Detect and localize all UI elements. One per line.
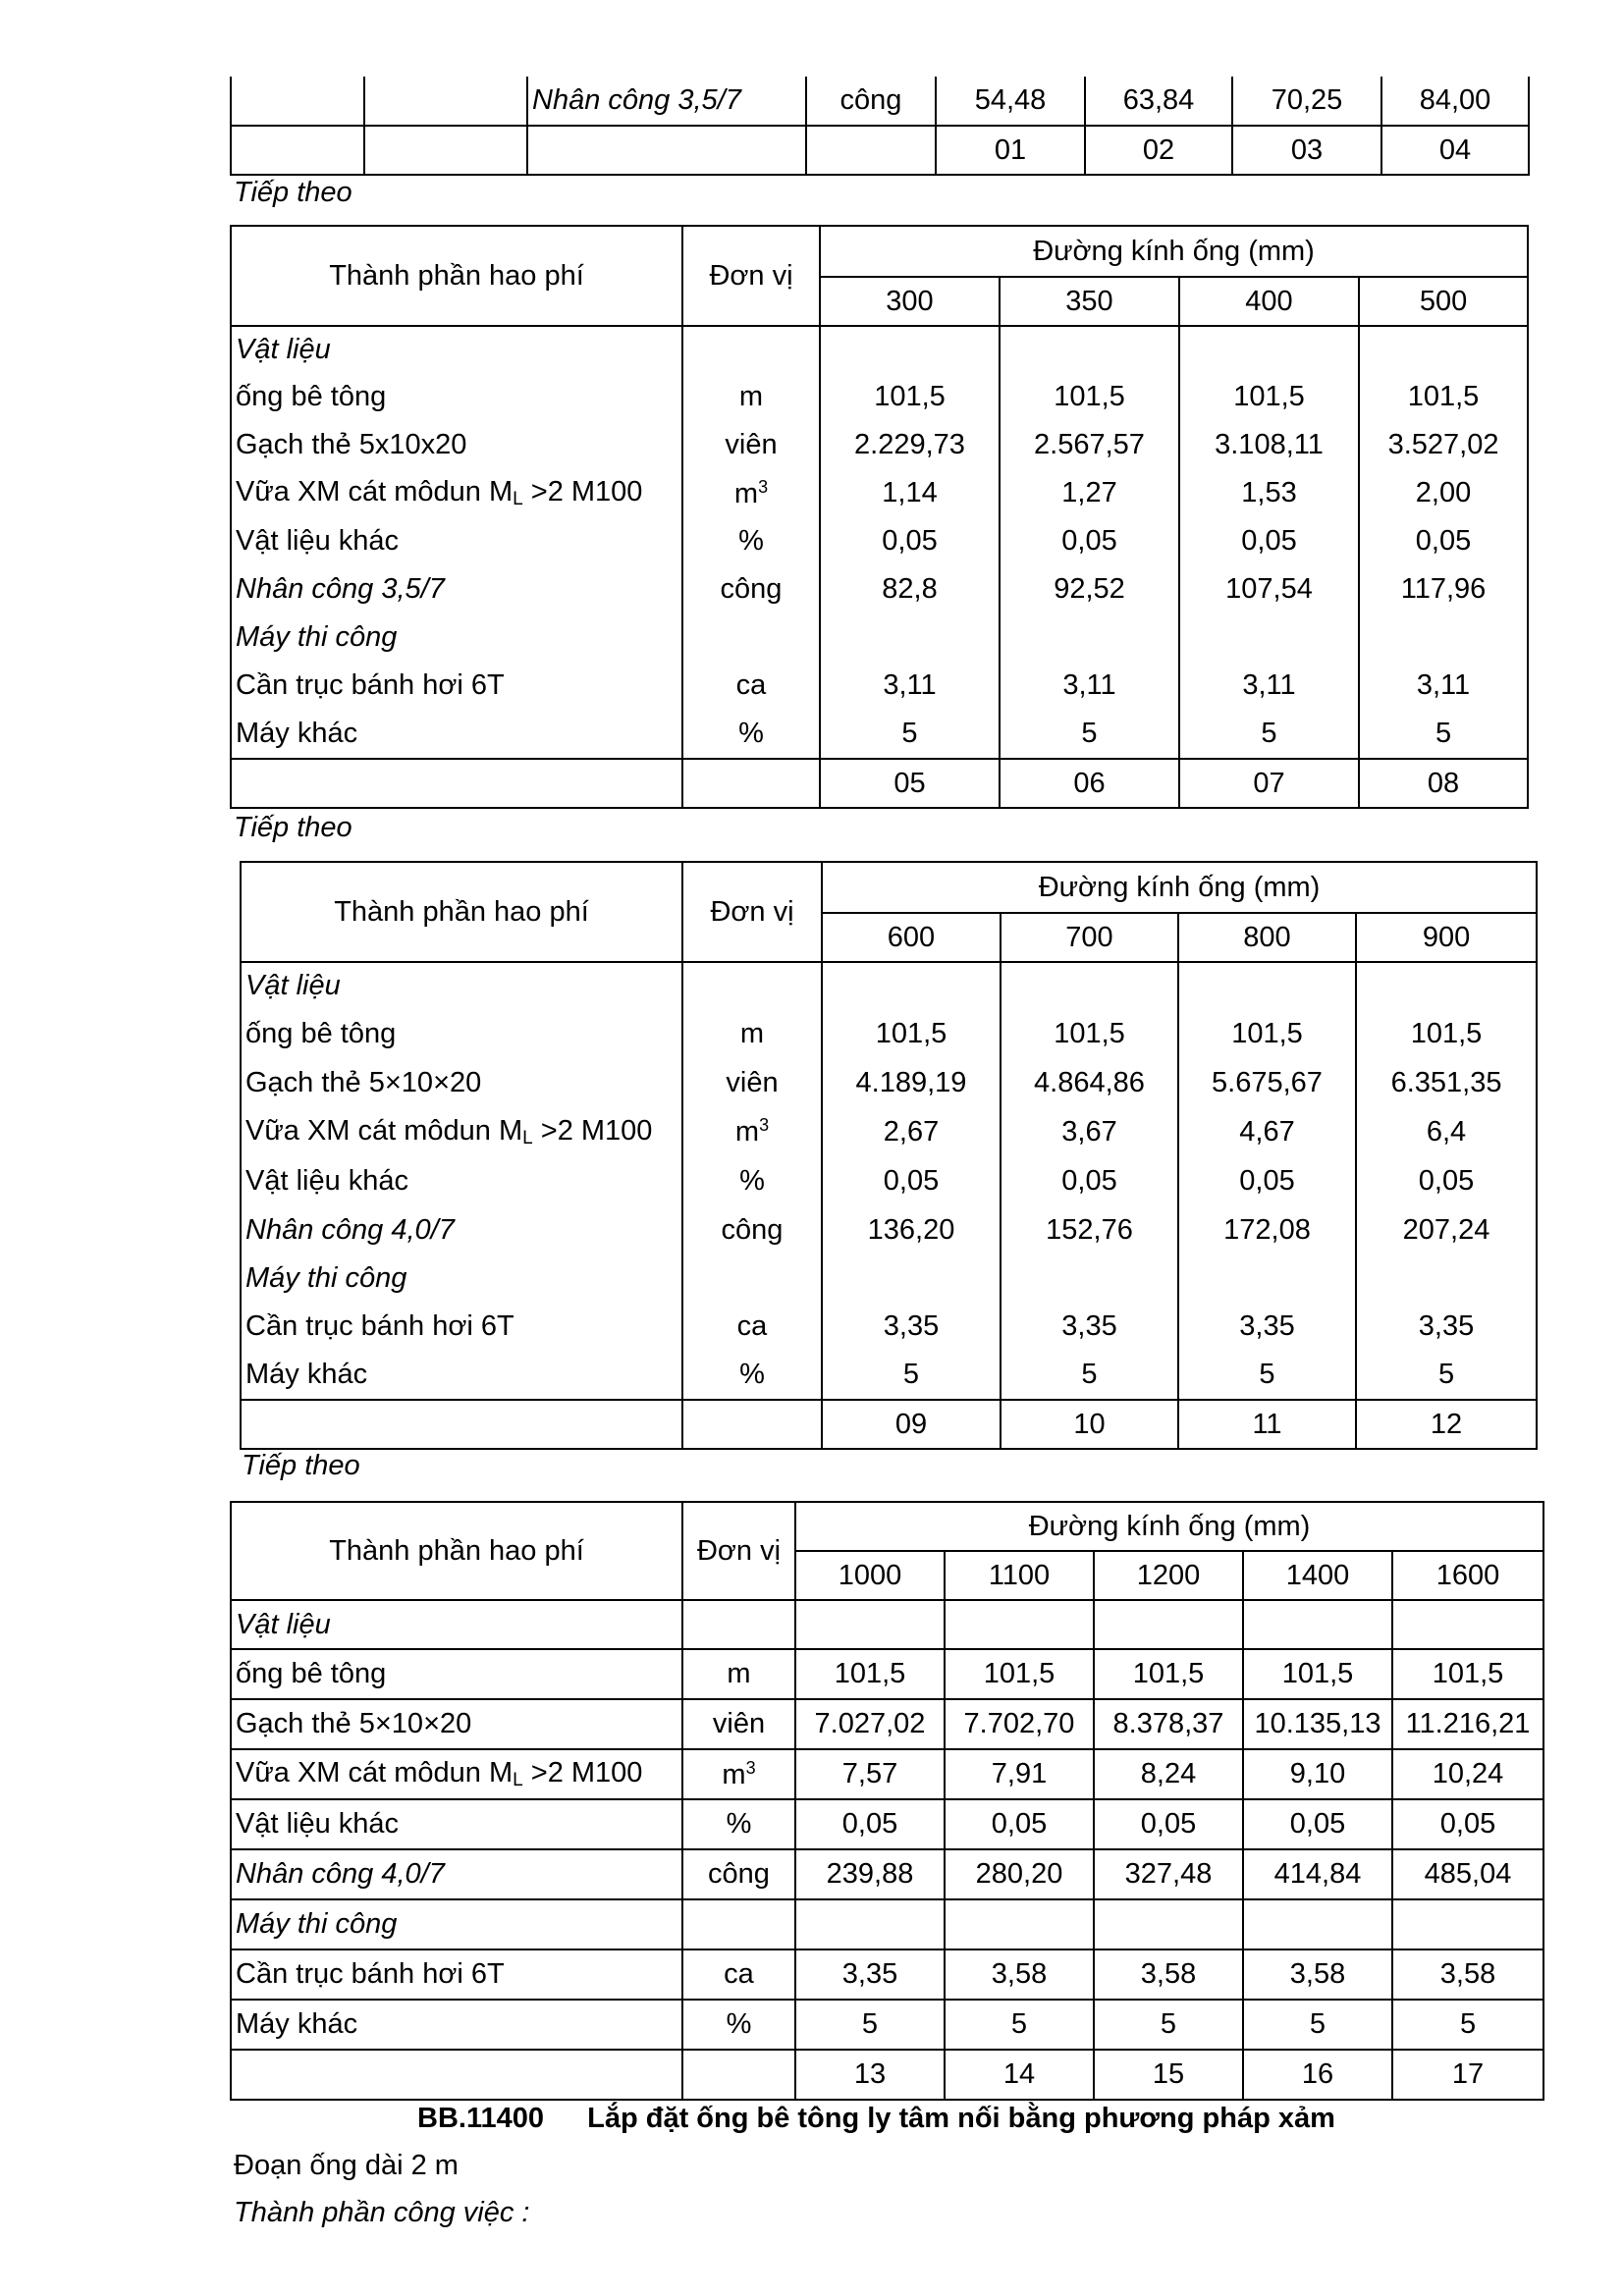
norm-code: 01 bbox=[936, 126, 1085, 175]
cell-value: 5 bbox=[795, 2000, 945, 2050]
row-unit: m bbox=[682, 1649, 795, 1699]
table-row bbox=[231, 662, 1528, 710]
norm-table-1 bbox=[230, 225, 1529, 809]
cell-value: 101,5 bbox=[945, 1649, 1094, 1699]
row-unit: ca bbox=[682, 662, 820, 710]
cell-value: 0,05 bbox=[1094, 1799, 1243, 1849]
cell-value: 0,05 bbox=[1359, 517, 1528, 565]
unit-header: Đơn vị bbox=[682, 862, 822, 962]
cell-value: 0,05 bbox=[1178, 1156, 1356, 1205]
table-row bbox=[241, 1351, 1537, 1400]
cell-value: 136,20 bbox=[822, 1205, 1001, 1255]
row-unit: viên bbox=[682, 1699, 795, 1749]
table-row bbox=[241, 1255, 1537, 1303]
row-label: Máy thi công bbox=[241, 1255, 682, 1303]
component-header: Thành phần hao phí bbox=[241, 862, 682, 962]
norm-code: 09 bbox=[822, 1400, 1001, 1449]
row-label: Vật liệu bbox=[241, 962, 682, 1009]
cell-value: 3,11 bbox=[1000, 662, 1179, 710]
row-label: Máy khác bbox=[241, 1351, 682, 1400]
cell-value: 11.216,21 bbox=[1392, 1699, 1543, 1749]
cell-value: 2,00 bbox=[1359, 469, 1528, 517]
norm-code: 04 bbox=[1381, 126, 1529, 175]
labor-unit: công bbox=[806, 77, 936, 126]
cell-value: 152,76 bbox=[1001, 1205, 1178, 1255]
table-row bbox=[231, 326, 1528, 373]
cell-value: 8,24 bbox=[1094, 1749, 1243, 1799]
cell-value: 3,35 bbox=[1001, 1303, 1178, 1351]
row-unit: % bbox=[682, 710, 820, 759]
row-unit: % bbox=[682, 2000, 795, 2050]
table-row bbox=[231, 614, 1528, 662]
cell-value: 3,67 bbox=[1001, 1107, 1178, 1156]
row-label: Nhân công 4,0/7 bbox=[231, 1849, 682, 1899]
norm-code: 12 bbox=[1356, 1400, 1537, 1449]
table-row bbox=[231, 2000, 1543, 2050]
cell-value: 101,5 bbox=[1001, 1009, 1178, 1058]
norm-code: 02 bbox=[1085, 126, 1232, 175]
table-row bbox=[231, 1799, 1543, 1849]
top-fragment-table bbox=[230, 77, 1530, 176]
cell-value: 5 bbox=[822, 1351, 1001, 1400]
cell-value: 101,5 bbox=[1179, 373, 1359, 421]
norm-code: 05 bbox=[820, 759, 1000, 808]
cell-value: 101,5 bbox=[1359, 373, 1528, 421]
cell-value: 5 bbox=[1178, 1351, 1356, 1400]
norm-code: 07 bbox=[1179, 759, 1359, 808]
row-unit: % bbox=[682, 1156, 822, 1205]
row-unit: % bbox=[682, 517, 820, 565]
cell-value: 5 bbox=[1392, 2000, 1543, 2050]
row-label: Cần trục bánh hơi 6T bbox=[241, 1303, 682, 1351]
norm-code: 06 bbox=[1000, 759, 1179, 808]
row-label: Gạch thẻ 5×10×20 bbox=[241, 1058, 682, 1107]
cell-value: 7,91 bbox=[945, 1749, 1094, 1799]
cell-value: 0,05 bbox=[1243, 1799, 1392, 1849]
norm-code: 11 bbox=[1178, 1400, 1356, 1449]
table-row bbox=[241, 1107, 1537, 1156]
table-row bbox=[241, 1205, 1537, 1255]
cell-value: 0,05 bbox=[1392, 1799, 1543, 1849]
cell-value: 207,24 bbox=[1356, 1205, 1537, 1255]
row-label: Máy thi công bbox=[231, 1899, 682, 1949]
row-label: Nhân công 4,0/7 bbox=[241, 1205, 682, 1255]
diameter-value: 1000 bbox=[795, 1551, 945, 1600]
diameter-header: Đường kính ống (mm) bbox=[795, 1502, 1543, 1551]
labor-value: 70,25 bbox=[1232, 77, 1381, 126]
diameter-value: 500 bbox=[1359, 277, 1528, 326]
diameter-value: 700 bbox=[1001, 913, 1178, 962]
cell-value: 3.108,11 bbox=[1179, 421, 1359, 469]
row-label: Vữa XM cát môdun $M_L >2$ M100 bbox=[231, 469, 682, 517]
diameter-value: 900 bbox=[1356, 913, 1537, 962]
cell-value: 2.229,73 bbox=[820, 421, 1000, 469]
cell-value: 5 bbox=[1001, 1351, 1178, 1400]
diameter-value: 600 bbox=[822, 913, 1001, 962]
diameter-value: 1600 bbox=[1392, 1551, 1543, 1600]
norm-code: 08 bbox=[1359, 759, 1528, 808]
diameter-value: 1400 bbox=[1243, 1551, 1392, 1600]
cell-value: 3,11 bbox=[1179, 662, 1359, 710]
table-row bbox=[231, 373, 1528, 421]
cell-value: 3.527,02 bbox=[1359, 421, 1528, 469]
cell-value: 414,84 bbox=[1243, 1849, 1392, 1899]
work-components-label: Thành phần công việc : bbox=[234, 2197, 530, 2228]
row-label: Gạch thẻ 5×10×20 bbox=[231, 1699, 682, 1749]
component-header: Thành phần hao phí bbox=[231, 1502, 682, 1600]
diameter-value: 350 bbox=[1000, 277, 1179, 326]
top-fragment-code-row bbox=[231, 126, 1529, 175]
cell-value: 0,05 bbox=[795, 1799, 945, 1849]
row-label: Vữa XM cát môdun $M_L >2$ M100 bbox=[241, 1107, 682, 1156]
cell-value: 8.378,37 bbox=[1094, 1699, 1243, 1749]
cell-value: 5 bbox=[1359, 710, 1528, 759]
cell-value: 10,24 bbox=[1392, 1749, 1543, 1799]
cell-value: 101,5 bbox=[1000, 373, 1179, 421]
norm-code: 13 bbox=[795, 2050, 945, 2100]
row-label: Vữa XM cát môdun $M_L >2$ M100 bbox=[231, 1749, 682, 1799]
table-row bbox=[231, 1600, 1543, 1649]
table-row bbox=[231, 565, 1528, 614]
pipe-length-text: Đoạn ống dài 2 m bbox=[234, 2150, 459, 2181]
cell-value: 5 bbox=[1243, 2000, 1392, 2050]
cell-value: 10.135,13 bbox=[1243, 1699, 1392, 1749]
diameter-header: Đường kính ống (mm) bbox=[822, 862, 1537, 913]
norm-code: 15 bbox=[1094, 2050, 1243, 2100]
diameter-header: Đường kính ống (mm) bbox=[820, 226, 1528, 277]
continued-label: Tiếp theo bbox=[234, 812, 352, 843]
cell-value: 280,20 bbox=[945, 1849, 1094, 1899]
cell-value: 6,4 bbox=[1356, 1107, 1537, 1156]
unit-header: Đơn vị bbox=[682, 1502, 795, 1600]
table-row bbox=[231, 710, 1528, 759]
diameter-value: 400 bbox=[1179, 277, 1359, 326]
top-fragment-labor-row bbox=[231, 77, 1529, 126]
labor-value: 84,00 bbox=[1381, 77, 1529, 126]
cell-value: 5 bbox=[820, 710, 1000, 759]
cell-value: 485,04 bbox=[1392, 1849, 1543, 1899]
norm-code: 17 bbox=[1392, 2050, 1543, 2100]
cell-value: 3,11 bbox=[820, 662, 1000, 710]
row-unit: $m^3$ bbox=[682, 469, 820, 517]
cell-value: 7,57 bbox=[795, 1749, 945, 1799]
cell-value: 82,8 bbox=[820, 565, 1000, 614]
unit-header: Đơn vị bbox=[682, 226, 820, 326]
cell-value: 0,05 bbox=[822, 1156, 1001, 1205]
table-row bbox=[241, 1058, 1537, 1107]
cell-value: 0,05 bbox=[1356, 1156, 1537, 1205]
cell-value: 101,5 bbox=[1094, 1649, 1243, 1699]
row-unit: ca bbox=[682, 1949, 795, 2000]
labor-value: 63,84 bbox=[1085, 77, 1232, 126]
norm-code: 14 bbox=[945, 2050, 1094, 2100]
row-label: Vật liệu khác bbox=[241, 1156, 682, 1205]
row-unit: công bbox=[682, 1205, 822, 1255]
cell-value: 3,35 bbox=[822, 1303, 1001, 1351]
table-row bbox=[231, 1699, 1543, 1749]
cell-value: 101,5 bbox=[1178, 1009, 1356, 1058]
cell-value: 0,05 bbox=[945, 1799, 1094, 1849]
cell-value: 3,58 bbox=[1094, 1949, 1243, 2000]
row-unit: công bbox=[682, 565, 820, 614]
table-row bbox=[241, 1303, 1537, 1351]
cell-value: 3,35 bbox=[1356, 1303, 1537, 1351]
row-label: Máy khác bbox=[231, 2000, 682, 2050]
norm-code: 10 bbox=[1001, 1400, 1178, 1449]
cell-value: 5 bbox=[1094, 2000, 1243, 2050]
labor-label: Nhân công 3,5/7 bbox=[527, 77, 806, 126]
component-header: Thành phần hao phí bbox=[231, 226, 682, 326]
row-unit: ca bbox=[682, 1303, 822, 1351]
continued-label: Tiếp theo bbox=[242, 1450, 360, 1481]
row-label: Máy thi công bbox=[231, 614, 682, 662]
cell-value: 5 bbox=[1000, 710, 1179, 759]
cell-value: 5 bbox=[945, 2000, 1094, 2050]
table-row bbox=[241, 1156, 1537, 1205]
cell-value: 7.027,02 bbox=[795, 1699, 945, 1749]
cell-value: 117,96 bbox=[1359, 565, 1528, 614]
cell-value: 1,27 bbox=[1000, 469, 1179, 517]
cell-value: 4.864,86 bbox=[1001, 1058, 1178, 1107]
cell-value: 101,5 bbox=[1243, 1649, 1392, 1699]
cell-value: 3,35 bbox=[1178, 1303, 1356, 1351]
row-label: Vật liệu bbox=[231, 1600, 682, 1649]
cell-value: 4.189,19 bbox=[822, 1058, 1001, 1107]
cell-value: 1,53 bbox=[1179, 469, 1359, 517]
row-label: Cần trục bánh hơi 6T bbox=[231, 662, 682, 710]
table-row bbox=[241, 962, 1537, 1009]
row-label: ống bê tông bbox=[231, 1649, 682, 1699]
cell-value: 5 bbox=[1356, 1351, 1537, 1400]
cell-value: 5 bbox=[1179, 710, 1359, 759]
table-row bbox=[231, 469, 1528, 517]
cell-value: 101,5 bbox=[820, 373, 1000, 421]
row-label: Vật liệu khác bbox=[231, 517, 682, 565]
cell-value: 2,67 bbox=[822, 1107, 1001, 1156]
section-heading bbox=[417, 2103, 1335, 2135]
code-row bbox=[241, 1400, 1537, 1449]
cell-value: 5.675,67 bbox=[1178, 1058, 1356, 1107]
norm-code: 03 bbox=[1232, 126, 1381, 175]
cell-value: 327,48 bbox=[1094, 1849, 1243, 1899]
section-title: Lắp đặt ống bê tông ly tâm nối bằng phương pháp xảm bbox=[587, 2103, 1335, 2134]
labor-value: 54,48 bbox=[936, 77, 1085, 126]
cell-value: 0,05 bbox=[820, 517, 1000, 565]
cell-value: 2.567,57 bbox=[1000, 421, 1179, 469]
table-row bbox=[231, 517, 1528, 565]
cell-value: 107,54 bbox=[1179, 565, 1359, 614]
row-unit: $m^3$ bbox=[682, 1107, 822, 1156]
row-label: Máy khác bbox=[231, 710, 682, 759]
row-label: Vật liệu khác bbox=[231, 1799, 682, 1849]
cell-value: 239,88 bbox=[795, 1849, 945, 1899]
cell-value: 92,52 bbox=[1000, 565, 1179, 614]
row-label: ống bê tông bbox=[231, 373, 682, 421]
row-unit: $m^3$ bbox=[682, 1749, 795, 1799]
cell-value: 3,35 bbox=[795, 1949, 945, 2000]
diameter-value: 300 bbox=[820, 277, 1000, 326]
continued-label: Tiếp theo bbox=[234, 177, 352, 208]
table-row bbox=[231, 1849, 1543, 1899]
table-row bbox=[231, 1649, 1543, 1699]
cell-value: 4,67 bbox=[1178, 1107, 1356, 1156]
norm-table-3 bbox=[230, 1501, 1544, 2101]
row-unit: viên bbox=[682, 421, 820, 469]
diameter-value: 1100 bbox=[945, 1551, 1094, 1600]
cell-value: 101,5 bbox=[1356, 1009, 1537, 1058]
cell-value: 3,58 bbox=[1392, 1949, 1543, 2000]
cell-value: 101,5 bbox=[1392, 1649, 1543, 1699]
norm-table-2 bbox=[240, 861, 1538, 1450]
cell-value: 9,10 bbox=[1243, 1749, 1392, 1799]
diameter-value: 800 bbox=[1178, 913, 1356, 962]
cell-value: 3,58 bbox=[945, 1949, 1094, 2000]
cell-value: 1,14 bbox=[820, 469, 1000, 517]
row-unit: công bbox=[682, 1849, 795, 1899]
cell-value: 0,05 bbox=[1000, 517, 1179, 565]
code-row bbox=[231, 759, 1528, 808]
table-row bbox=[231, 1749, 1543, 1799]
diameter-value: 1200 bbox=[1094, 1551, 1243, 1600]
row-label: Cần trục bánh hơi 6T bbox=[231, 1949, 682, 2000]
norm-code: 16 bbox=[1243, 2050, 1392, 2100]
cell-value: 0,05 bbox=[1179, 517, 1359, 565]
row-unit: viên bbox=[682, 1058, 822, 1107]
row-unit: m bbox=[682, 373, 820, 421]
section-code: BB.11400 bbox=[417, 2103, 544, 2134]
cell-value: 6.351,35 bbox=[1356, 1058, 1537, 1107]
row-label: Vật liệu bbox=[231, 326, 682, 373]
code-row bbox=[231, 2050, 1543, 2100]
cell-value: 101,5 bbox=[822, 1009, 1001, 1058]
cell-value: 101,5 bbox=[795, 1649, 945, 1699]
row-label: Gạch thẻ 5x10x20 bbox=[231, 421, 682, 469]
row-label: Nhân công 3,5/7 bbox=[231, 565, 682, 614]
row-unit: % bbox=[682, 1799, 795, 1849]
row-unit: % bbox=[682, 1351, 822, 1400]
table-row bbox=[231, 1949, 1543, 2000]
row-label: ống bê tông bbox=[241, 1009, 682, 1058]
cell-value: 3,58 bbox=[1243, 1949, 1392, 2000]
cell-value: 0,05 bbox=[1001, 1156, 1178, 1205]
cell-value: 172,08 bbox=[1178, 1205, 1356, 1255]
table-row bbox=[241, 1009, 1537, 1058]
cell-value: 7.702,70 bbox=[945, 1699, 1094, 1749]
table-row bbox=[231, 421, 1528, 469]
table-row bbox=[231, 1899, 1543, 1949]
row-unit: m bbox=[682, 1009, 822, 1058]
cell-value: 3,11 bbox=[1359, 662, 1528, 710]
